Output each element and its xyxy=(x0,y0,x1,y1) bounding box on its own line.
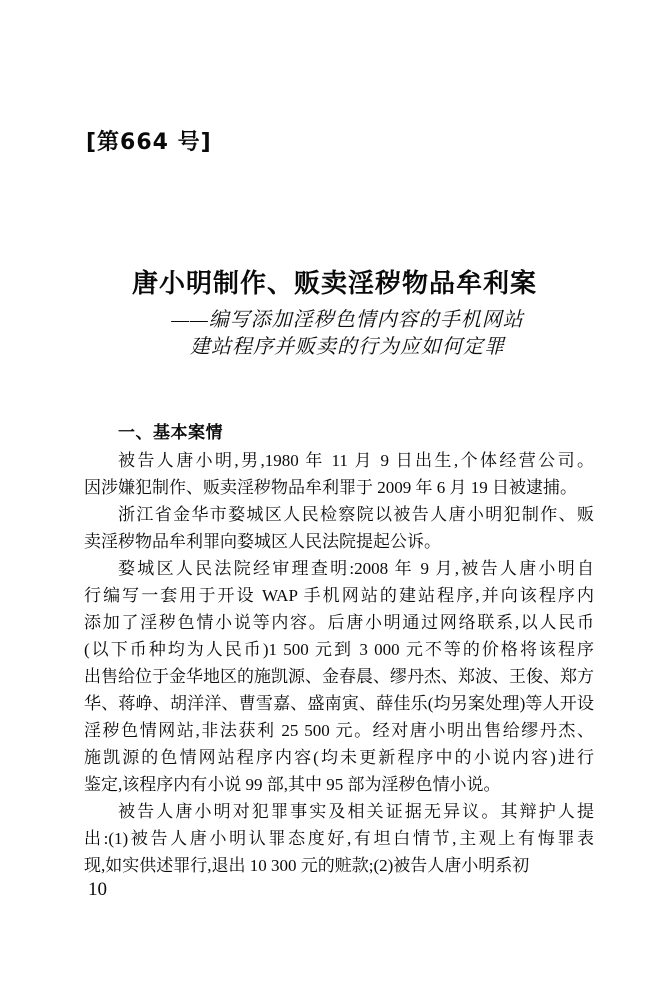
case-title: 唐小明制作、贩卖淫秽物品牟利案 xyxy=(131,269,537,299)
body-line: 被告人唐小明对犯罪事实及相关证据无异议。其辩护人提 xyxy=(118,802,594,821)
body-line: 鉴定,该程序内有小说 99 部,其中 95 部为淫秽色情小说。 xyxy=(84,775,501,794)
section-heading: 一、基本案情 xyxy=(118,423,223,443)
body-line: 现,如实供述罪行,退出 10 300 元的赃款;(2)被告人唐小明系初 xyxy=(84,856,530,875)
subtitle-line-2: 建站程序并贩卖的行为应如何定罪 xyxy=(190,336,505,358)
body-line: 因涉嫌犯制作、贩卖淫秽物品牟利罪于 2009 年 6 月 19 日被逮捕。 xyxy=(84,478,577,497)
body-line: 浙江省金华市婺城区人民检察院以被告人唐小明犯制作、贩 xyxy=(118,505,594,524)
page-number: 10 xyxy=(88,879,107,900)
body-line: 卖淫秽物品牟利罪向婺城区人民法院提起公诉。 xyxy=(84,532,441,551)
body-line: 行编写一套用于开设 WAP 手机网站的建站程序,并向该程序内 xyxy=(84,586,594,605)
body-line: 出:(1)被告人唐小明认罪态度好,有坦白情节,主观上有悔罪表 xyxy=(84,829,594,848)
subtitle-line-1: ——编写添加淫秽色情内容的手机网站 xyxy=(171,309,524,331)
body-line: 施凯源的色情网站程序内容(均未更新程序中的小说内容)进行 xyxy=(84,748,594,767)
body-line: 淫秽色情网站,非法获利 25 500 元。经对唐小明出售给缪丹杰、 xyxy=(84,721,594,740)
body-line: 添加了淫秽色情小说等内容。后唐小明通过网络联系,以人民币 xyxy=(84,613,594,632)
body-line: 出售给位于金华地区的施凯源、金春晨、缪丹杰、郑波、王俊、郑方 xyxy=(84,667,594,686)
body-line: 婺城区人民法院经审理查明:2008 年 9 月,被告人唐小明自 xyxy=(118,559,594,578)
case-number: [第664 号] xyxy=(86,130,212,155)
body-line: 华、蒋峥、胡洋洋、曹雪嘉、盛南寅、薛佳乐(均另案处理)等人开设 xyxy=(84,694,594,713)
paragraphs xyxy=(84,447,594,879)
body-line: 被告人唐小明,男,1980 年 11 月 9 日出生,个体经营公司。 xyxy=(118,451,594,470)
case-subtitle xyxy=(0,307,669,361)
body-text xyxy=(84,420,594,879)
body-line: (以下币种均为人民币)1 500 元到 3 000 元不等的价格将该程序 xyxy=(84,640,594,659)
